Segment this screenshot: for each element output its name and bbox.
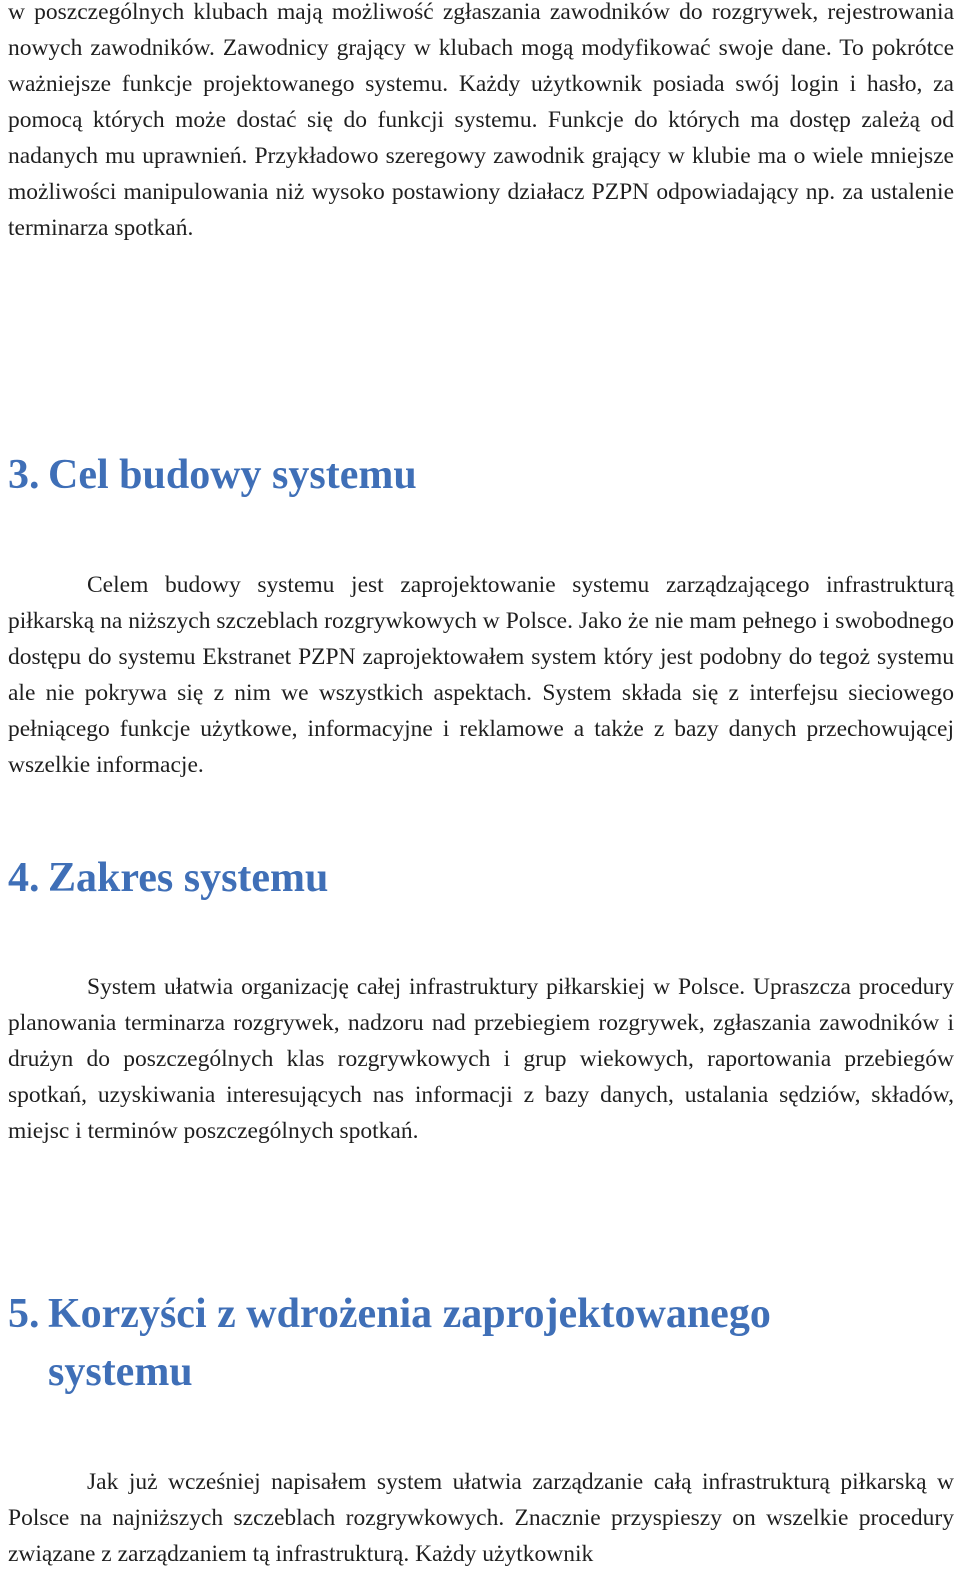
intro-paragraph: w poszczególnych klubach mają możliwość zgłaszania zawodników do rozgrywek, rejestrowania nowych zawodników. Zawodnicy grający w klubach mogą modyfikować swoje dane. To pokrótce ważniejsze funkcje projektowanego systemu. Każdy użytkownik posiada swój login i hasło, za pomocą których może dostać się do funkcji systemu. Funkcje do których ma dostęp zależą od nadanych mu uprawnień. Przykładowo szeregowy zawodnik grający w klubie ma o wiele mniejsze możliwości manipulowania niż wysoko postawiony działacz PZPN odpowiadający np. za ustalenie terminarza spotkań.: [8, 0, 954, 241]
section-5-paragraph: Jak już wcześniej napisałem system ułatwia zarządzanie całą infrastrukturą piłkarską w Polsce na najniższych szczeblach rozgrywkowych. Znacznie przyspieszy on wszelkie procedury związane z zarządzaniem tą infrastrukturą. Każdy użytkownik: [8, 1469, 954, 1567]
section-5-title: Korzyści z wdrożenia zaprojektowanego systemu: [48, 1291, 771, 1395]
section-3-number: 3.: [8, 452, 40, 498]
section-3-title: Cel budowy systemu: [48, 452, 417, 498]
section-5-number: 5.: [8, 1291, 40, 1337]
section-4-title: Zakres systemu: [48, 855, 329, 901]
section-4-heading: [8, 849, 328, 907]
section-4-paragraph: System ułatwia organizację całej infrastruktury piłkarskiej w Polsce. Upraszcza procedury planowania terminarza rozgrywek, nadzoru nad przebiegiem rozgrywek, zgłaszania zawodników i drużyn do poszczególnych klas rozgrywkowych i grup wiekowych, raportowania przebiegów spotkań, uzyskiwania interesujących nas informacji z bazy danych, ustalania sędziów, składów, miejsc i terminów poszczególnych spotkań.: [8, 974, 954, 1144]
section-3-paragraph: Celem budowy systemu jest zaprojektowanie systemu zarządzającego infrastrukturą piłkarską na niższych szczeblach rozgrywkowych w Polsce. Jako że nie mam pełnego i swobodnego dostępu do systemu Ekstranet PZPN zaprojektowałem system który jest podobny do tegoż systemu ale nie pokrywa się z nim we wszystkich aspektach. System składa się z interfejsu sieciowego pełniącego funkcje użytkowe, informacyjne i reklamowe a także z bazy danych przechowującej wszelkie informacje.: [8, 572, 954, 778]
section-4-number: 4.: [8, 855, 40, 901]
section-3-heading: [8, 446, 417, 504]
section-5-heading: [8, 1285, 908, 1401]
